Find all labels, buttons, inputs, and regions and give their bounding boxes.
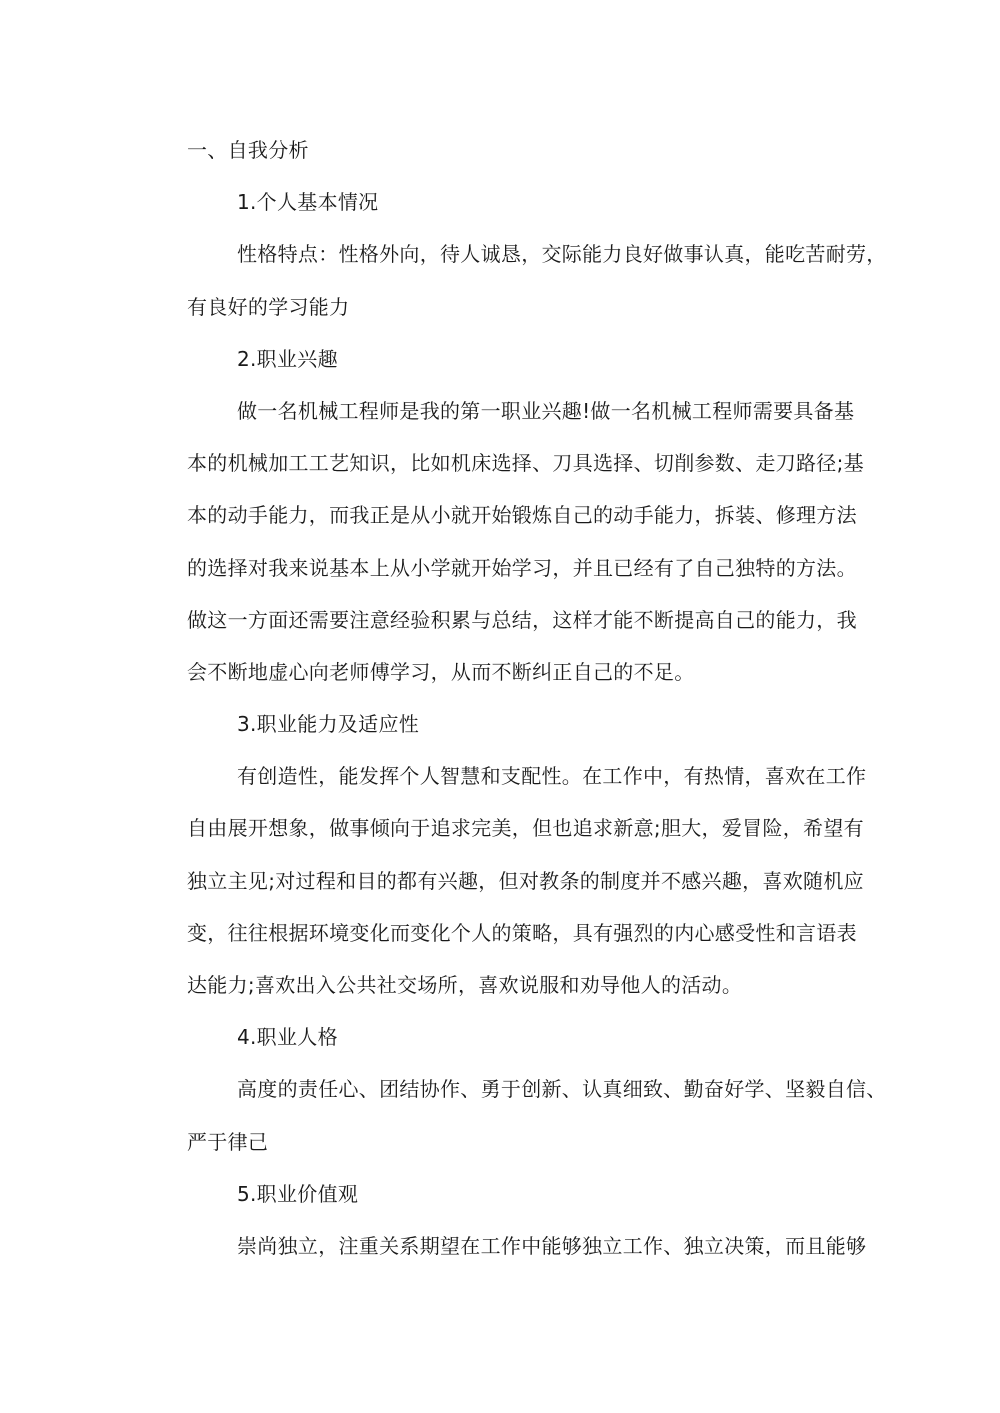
subsection-title-5: 5.职业价值观 xyxy=(237,1181,359,1206)
paragraph-line: 性格特点：性格外向，待人诚恳，交际能力良好做事认真，能吃苦耐劳， xyxy=(237,242,887,267)
paragraph-line: 本的动手能力，而我正是从小就开始锻炼自己的动手能力，拆装、修理方法 xyxy=(187,503,857,528)
paragraph-line: 会不断地虚心向老师傅学习，从而不断纠正自己的不足。 xyxy=(187,659,695,684)
subsection-title-4: 4.职业人格 xyxy=(237,1025,338,1050)
paragraph-line: 的选择对我来说基本上从小学就开始学习，并且已经有了自己独特的方法。 xyxy=(187,555,857,580)
paragraph-line: 严于律己 xyxy=(187,1129,269,1154)
subsection-title-3: 3.职业能力及适应性 xyxy=(237,712,420,737)
paragraph-line: 高度的责任心、团结协作、勇于创新、认真细致、勤奋好学、坚毅自信、 xyxy=(237,1077,887,1102)
subsection-title-2: 2.职业兴趣 xyxy=(237,346,338,371)
document-body xyxy=(187,124,887,1272)
subsection-title-1: 1.个人基本情况 xyxy=(237,190,379,215)
paragraph-line: 有创造性，能发挥个人智慧和支配性。在工作中，有热情，喜欢在工作 xyxy=(237,764,867,789)
paragraph-line: 独立主见;对过程和目的都有兴趣，但对教条的制度并不感兴趣，喜欢随机应 xyxy=(187,868,864,893)
paragraph-line: 崇尚独立，注重关系期望在工作中能够独立工作、独立决策，而且能够 xyxy=(237,1233,867,1258)
paragraph-line: 自由展开想象，做事倾向于追求完美，但也追求新意;胆大，爱冒险，希望有 xyxy=(187,816,864,841)
paragraph-line: 变，往往根据环境变化而变化个人的策略，具有强烈的内心感受性和言语表 xyxy=(187,920,857,945)
paragraph-line: 有良好的学习能力 xyxy=(187,294,350,319)
section-heading: 一、自我分析 xyxy=(187,138,309,162)
paragraph-line: 达能力;喜欢出入公共社交场所，喜欢说服和劝导他人的活动。 xyxy=(187,973,743,997)
paragraph-line: 做这一方面还需要注意经验积累与总结，这样才能不断提高自己的能力，我 xyxy=(187,607,857,632)
paragraph-line: 本的机械加工工艺知识，比如机床选择、刀具选择、切削参数、走刀路径;基 xyxy=(187,451,864,476)
paragraph-line: 做一名机械工程师是我的第一职业兴趣!做一名机械工程师需要具备基 xyxy=(237,398,855,423)
